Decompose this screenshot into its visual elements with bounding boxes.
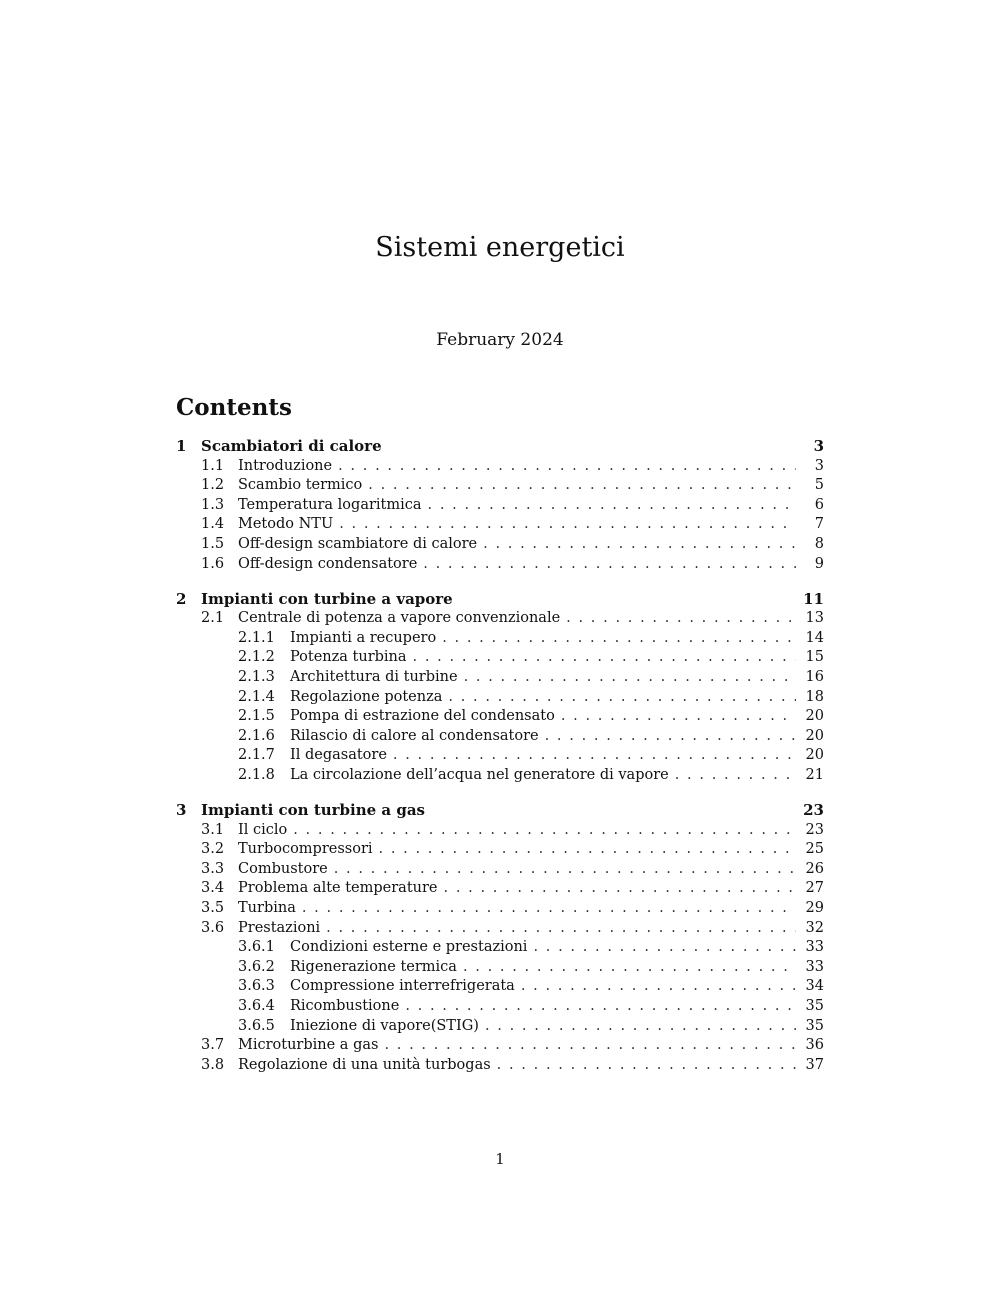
toc-entry-page: 8 [814,535,824,552]
toc-entry-number: 3.8 [201,1056,225,1073]
toc-entry-number: 3.6 [201,919,225,936]
toc-entry-page: 16 [805,669,824,686]
toc-entry-page: 3 [814,457,824,474]
toc-entry-page: 26 [805,860,824,877]
toc-dot-leader [521,977,796,997]
toc-entry-title: Regolazione potenza [290,688,443,705]
toc-entry-title: Scambiatori di calore [201,437,382,455]
toc-dot-leader [379,840,796,860]
toc-entry-page: 14 [805,629,824,646]
toc-entry-page: 27 [805,880,824,897]
toc-entry[interactable] [176,1056,824,1076]
toc-entry-number: 2.1.2 [238,649,275,666]
toc-entry-page: 20 [805,727,824,744]
toc-dot-leader [463,958,796,978]
toc-entry-title: Pompa di estrazione del condensato [290,708,555,725]
toc-entry-title: Metodo NTU [238,516,334,533]
toc-entry-page: 34 [805,978,824,995]
toc-entry[interactable] [176,457,824,477]
toc-entry-page: 33 [805,939,824,956]
toc-dot-leader [566,609,796,629]
toc-entry-number: 3.6.4 [238,998,275,1015]
toc-entry-title: Compressione interrefrigerata [290,978,515,995]
toc-dot-leader [442,629,796,649]
toc-entry[interactable] [176,535,824,555]
toc-dot-leader [393,746,796,766]
toc-dot-leader [384,1036,796,1056]
toc-dot-leader [326,919,796,939]
toc-entry-number: 3.3 [201,860,225,877]
toc-entry-number: 3.6.2 [238,958,275,975]
toc-entry-number: 1.5 [201,535,225,552]
toc-dot-leader [293,821,796,841]
toc-entry-title: Turbocompressori [238,841,373,858]
toc-entry-title: Impianti a recupero [290,629,437,646]
toc-dot-leader [413,648,796,668]
toc-entry-title: Off-design condensatore [238,555,418,572]
toc-entry-title: Iniezione di vapore(STIG) [290,1017,479,1034]
toc-entry-page: 37 [805,1056,824,1073]
toc-dot-leader [368,476,796,496]
toc-entry[interactable] [176,899,824,919]
toc-entry[interactable] [176,668,824,688]
document-title: Sistemi energetici [375,232,625,263]
toc-entry[interactable] [176,919,824,939]
toc-entry-title: Rigenerazione termica [290,958,457,975]
toc-entry[interactable] [176,997,824,1017]
toc-dot-leader [339,515,796,535]
toc-dot-leader [405,997,796,1017]
toc-dot-leader [428,496,796,516]
toc-dot-leader [448,688,796,708]
toc-entry-title: Turbina [238,900,296,917]
toc-dot-leader [545,727,796,747]
toc-entry-page: 6 [814,496,824,513]
toc-entry-page: 33 [805,958,824,975]
toc-dot-leader [533,938,796,958]
toc-entry-title: Condizioni esterne e prestazioni [290,939,528,956]
toc-dot-leader [444,879,797,899]
toc-entry[interactable] [176,1036,824,1056]
toc-entry-title: Il degasatore [290,747,387,764]
toc-entry[interactable] [176,688,824,708]
toc-entry-title: Centrale di potenza a vapore convenzionale [238,610,561,627]
toc-entry-number: 2.1.8 [238,767,275,783]
contents-heading: Contents [176,394,292,421]
toc-entry-title: Scambio termico [238,477,363,494]
toc-entry[interactable] [176,879,824,899]
toc-entry[interactable] [176,707,824,727]
toc-entry-number: 3.4 [201,880,225,897]
toc-dot-leader [675,766,796,786]
toc-entry[interactable] [176,476,824,496]
toc-entry-page: 3 [813,437,824,455]
toc-entry-number: 2.1.4 [238,688,275,705]
toc-entry-page: 20 [805,708,824,725]
toc-entry-number: 2.1.6 [238,727,275,744]
toc-entry-page: 25 [805,841,824,858]
toc-entry[interactable] [176,590,824,610]
toc-entry-page: 13 [805,610,824,627]
toc-entry[interactable] [176,766,824,786]
toc-dot-leader [497,1056,796,1076]
toc-entry[interactable] [176,860,824,880]
toc-entry-number: 1.4 [201,516,225,533]
toc-entry-number: 2.1 [201,610,225,627]
toc-entry-page: 15 [805,649,824,666]
document-date: February 2024 [436,330,564,350]
toc-entry-page: 21 [805,767,824,783]
toc-entry[interactable] [176,629,824,649]
toc-entry-number: 1.3 [201,496,225,513]
toc-entry-page: 9 [814,555,824,572]
toc-entry[interactable] [176,958,824,978]
toc-entry-title: Prestazioni [238,919,321,936]
toc-entry[interactable] [176,437,824,457]
toc-entry-number: 3.5 [201,900,225,917]
toc-entry[interactable] [176,938,824,958]
toc-entry-page: 20 [805,747,824,764]
toc-entry[interactable] [176,727,824,747]
toc-entry-title: Impianti con turbine a vapore [201,589,453,608]
toc-dot-leader [561,707,796,727]
toc-entry-page: 35 [805,998,824,1015]
toc-entry-number: 2.1.7 [238,747,275,764]
toc-entry-title: Microturbine a gas [238,1037,379,1054]
toc-entry-title: La circolazione dell’acqua nel generatore di vapore [290,767,669,783]
toc-entry-number: 2.1.5 [238,708,275,725]
toc-entry[interactable] [176,1017,824,1037]
toc-entry-page: 11 [803,589,824,608]
toc-entry[interactable] [176,821,824,841]
toc-entry-number: 2.1.3 [238,669,275,686]
toc-entry[interactable] [176,977,824,997]
toc-entry[interactable] [176,840,824,860]
toc-entry-number: 1.2 [201,477,225,494]
toc-entry-number: 2 [176,589,187,608]
toc-entry-title: Architettura di turbine [290,669,458,686]
toc-entry-number: 2.1.1 [238,629,275,646]
table-of-contents [176,437,824,1075]
toc-entry-title: Regolazione di una unità turbogas [238,1056,491,1073]
toc-dot-leader [334,860,796,880]
toc-entry-title: Off-design scambiatore di calore [238,535,478,552]
toc-entry-title: Potenza turbina [290,649,407,666]
page-number: 1 [495,1150,505,1168]
toc-entry-number: 3.2 [201,841,225,858]
toc-entry-page: 29 [805,900,824,917]
toc-entry-page: 32 [805,919,824,936]
toc-entry-page: 5 [814,477,824,494]
toc-entry-title: Rilascio di calore al condensatore [290,727,539,744]
toc-entry-page: 35 [805,1017,824,1034]
toc-dot-leader [302,899,796,919]
toc-entry-page: 36 [805,1037,824,1054]
toc-entry[interactable] [176,746,824,766]
toc-entry-title: Ricombustione [290,998,400,1015]
toc-dot-leader [423,555,796,575]
toc-entry-title: Introduzione [238,457,333,474]
toc-entry-page: 23 [805,821,824,838]
toc-entry[interactable] [176,648,824,668]
toc-entry-number: 3.7 [201,1037,225,1054]
toc-entry[interactable] [176,555,824,575]
toc-entry-number: 3.6.1 [238,939,275,956]
toc-entry-number: 3.6.5 [238,1017,275,1034]
toc-entry-number: 1.6 [201,555,225,572]
toc-entry-page: 18 [805,688,824,705]
toc-dot-leader [485,1017,796,1037]
toc-entry-title: Il ciclo [238,821,288,838]
toc-dot-leader [483,535,796,555]
toc-entry-number: 3.1 [201,821,225,838]
toc-dot-leader [338,457,796,477]
toc-entry[interactable] [176,496,824,516]
toc-entry-page: 23 [803,801,824,820]
toc-entry-number: 1 [176,437,187,455]
toc-entry-number: 1.1 [201,457,225,474]
toc-entry-title: Problema alte temperature [238,880,438,897]
toc-entry-page: 7 [814,516,824,533]
toc-entry-number: 3 [176,801,187,820]
toc-entry[interactable] [176,609,824,629]
toc-entry[interactable] [176,515,824,535]
toc-entry[interactable] [176,801,824,821]
toc-entry-title: Impianti con turbine a gas [201,801,426,820]
toc-entry-number: 3.6.3 [238,978,275,995]
toc-dot-leader [464,668,796,688]
toc-entry-title: Combustore [238,860,328,877]
toc-entry-title: Temperatura logaritmica [238,496,422,513]
